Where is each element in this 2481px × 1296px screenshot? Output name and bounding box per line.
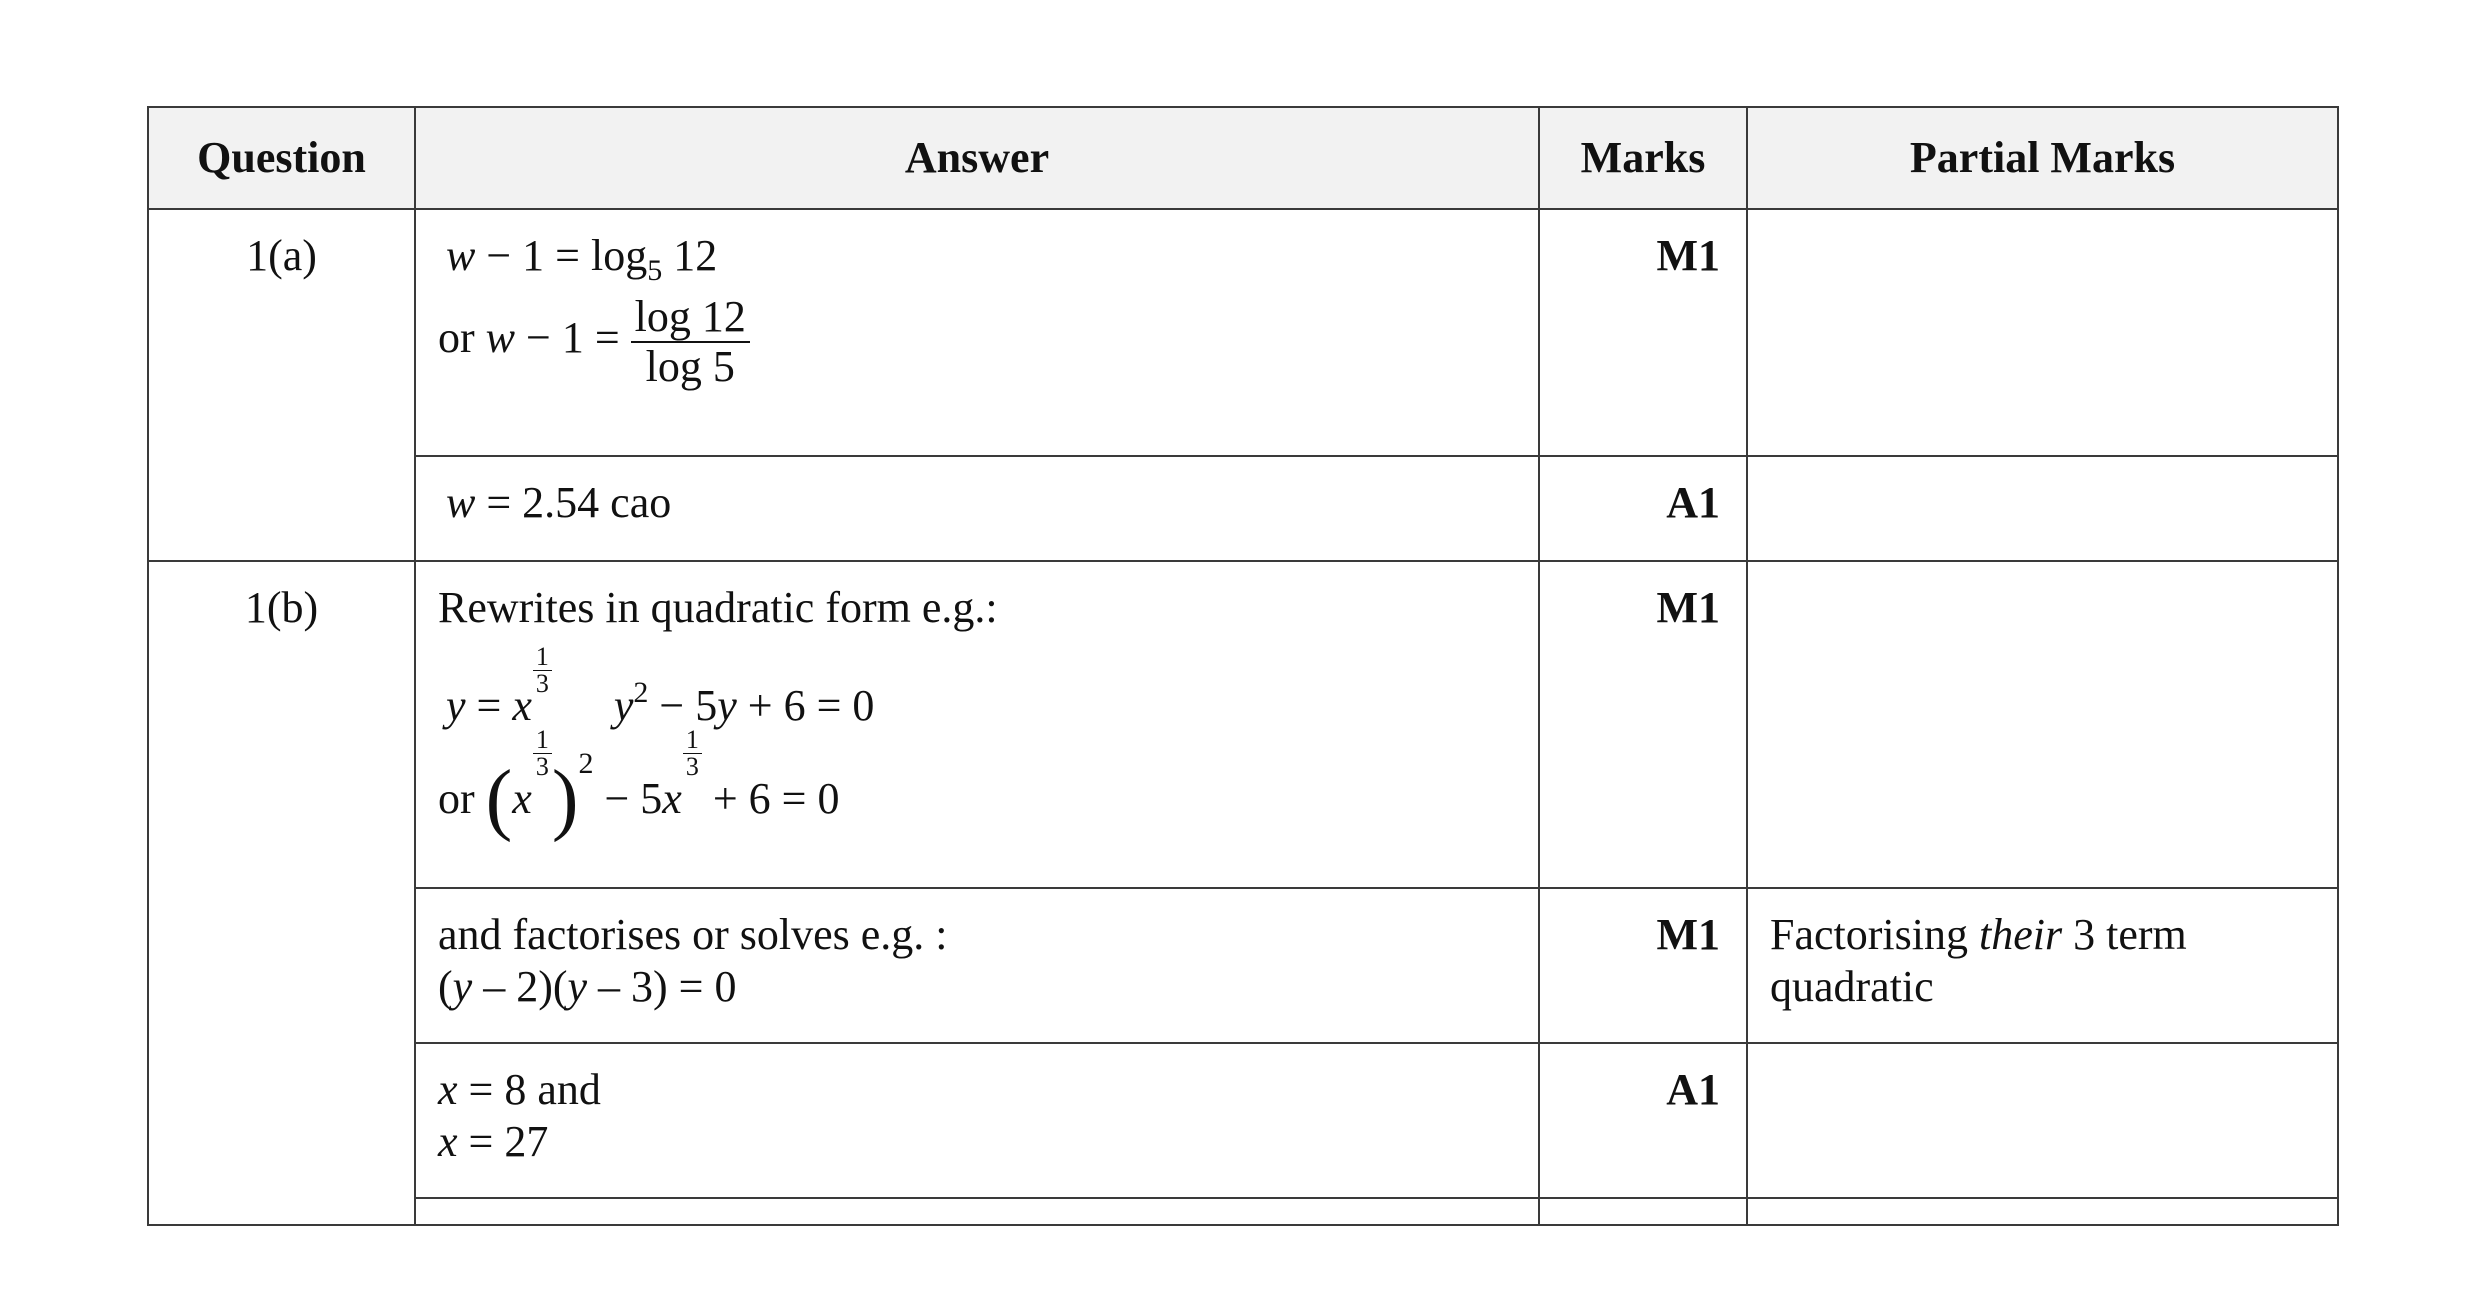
math-text: − 1 = <box>515 313 631 363</box>
partial-text: 3 term quadratic <box>1770 910 2187 1011</box>
answer-line <box>438 725 1514 843</box>
math-var: y <box>452 962 473 1011</box>
exponent-numerator: 1 <box>533 727 552 754</box>
math-text: – 2)( <box>472 962 568 1011</box>
fractional-exponent <box>533 644 552 697</box>
math-text: ( <box>438 962 453 1011</box>
answer-cell <box>415 209 1539 456</box>
marks-cell: M1 <box>1539 888 1747 1043</box>
answer-line: and factorises or solves e.g. : <box>438 910 948 959</box>
math-var: x <box>438 1117 458 1166</box>
math-text: − 1 = log <box>475 231 648 280</box>
partial-marks-cell <box>1747 1043 2338 1198</box>
fraction <box>631 293 750 391</box>
math-var: y <box>446 681 466 730</box>
exponent-denominator: 3 <box>535 669 549 698</box>
question-label-1b: 1(b) <box>148 561 415 1225</box>
open-paren: ( <box>485 755 513 843</box>
table-row-continuation <box>148 1198 2338 1225</box>
question-label-1a: 1(a) <box>148 209 415 561</box>
fractional-exponent <box>683 727 702 780</box>
partial-marks-cell <box>1747 888 2338 1043</box>
exponent: 2 <box>578 747 594 781</box>
close-paren: ) <box>551 755 579 843</box>
mark-scheme-table <box>147 106 2339 1226</box>
marks-cell: A1 <box>1539 1043 1747 1198</box>
table-row <box>148 888 2338 1043</box>
exponent: 2 <box>633 676 649 709</box>
marks-cell-empty <box>1539 1198 1747 1225</box>
math-var: x <box>512 681 532 730</box>
answer-line <box>438 1116 1514 1168</box>
answer-line <box>438 961 1514 1013</box>
header-partial-marks: Partial Marks <box>1747 107 2338 209</box>
math-var: y <box>613 681 634 730</box>
header-row <box>148 107 2338 209</box>
answer-line <box>438 477 1514 529</box>
answer-cell <box>415 561 1539 888</box>
math-text: − 5 <box>604 774 663 824</box>
math-text: = 27 <box>457 1117 549 1166</box>
partial-marks-cell <box>1747 209 2338 456</box>
or-text: or <box>438 774 486 824</box>
math-text: 12 <box>662 231 718 280</box>
marks-cell: M1 <box>1539 561 1747 888</box>
math-var: y <box>567 962 588 1011</box>
exponent-numerator: 1 <box>533 644 552 671</box>
answer-cell <box>415 1043 1539 1198</box>
answer-line: Rewrites in quadratic form e.g.: <box>438 583 998 632</box>
partial-marks-cell <box>1747 561 2338 888</box>
math-text: − 5 <box>648 681 718 730</box>
partial-marks-cell-empty <box>1747 1198 2338 1225</box>
math-var: y <box>717 681 737 730</box>
answer-line <box>438 293 1514 391</box>
math-var: x <box>662 774 682 824</box>
answer-line <box>438 230 1514 287</box>
answer-cell <box>415 456 1539 561</box>
exponent-denominator: 3 <box>685 752 699 781</box>
partial-emphasis: their <box>1978 910 2063 959</box>
marks-cell: M1 <box>1539 209 1747 456</box>
math-var: x <box>512 774 532 824</box>
math-text: – 3) = 0 <box>587 962 737 1011</box>
math-var: w <box>446 478 476 527</box>
fraction-denominator: log 5 <box>645 342 735 391</box>
math-text: + 6 = 0 <box>736 681 875 730</box>
log-base: 5 <box>647 254 663 287</box>
table-row <box>148 456 2338 561</box>
answer-cell <box>415 888 1539 1043</box>
header-question: Question <box>148 107 415 209</box>
header-marks: Marks <box>1539 107 1747 209</box>
or-text: or <box>438 313 486 363</box>
math-text: + 6 = 0 <box>701 774 840 824</box>
header-answer: Answer <box>415 107 1539 209</box>
exponent-numerator: 1 <box>683 727 702 754</box>
answer-cell-empty <box>415 1198 1539 1225</box>
math-var: w <box>485 313 516 363</box>
fraction-numerator: log 12 <box>631 293 750 343</box>
answer-line <box>438 1064 1514 1116</box>
table-row <box>148 209 2338 456</box>
table-row <box>148 1043 2338 1198</box>
marks-cell: A1 <box>1539 456 1747 561</box>
table-row <box>148 561 2338 888</box>
math-text: = 2.54 cao <box>475 478 672 527</box>
math-var: w <box>446 231 476 280</box>
math-text: = 8 and <box>457 1065 601 1114</box>
partial-marks-cell <box>1747 456 2338 561</box>
answer-line <box>438 642 1514 737</box>
exponent-denominator: 3 <box>535 752 549 781</box>
partial-text: Factorising <box>1770 910 1979 959</box>
math-text: = <box>465 681 513 730</box>
math-var: x <box>438 1065 458 1114</box>
fractional-exponent <box>533 727 552 780</box>
